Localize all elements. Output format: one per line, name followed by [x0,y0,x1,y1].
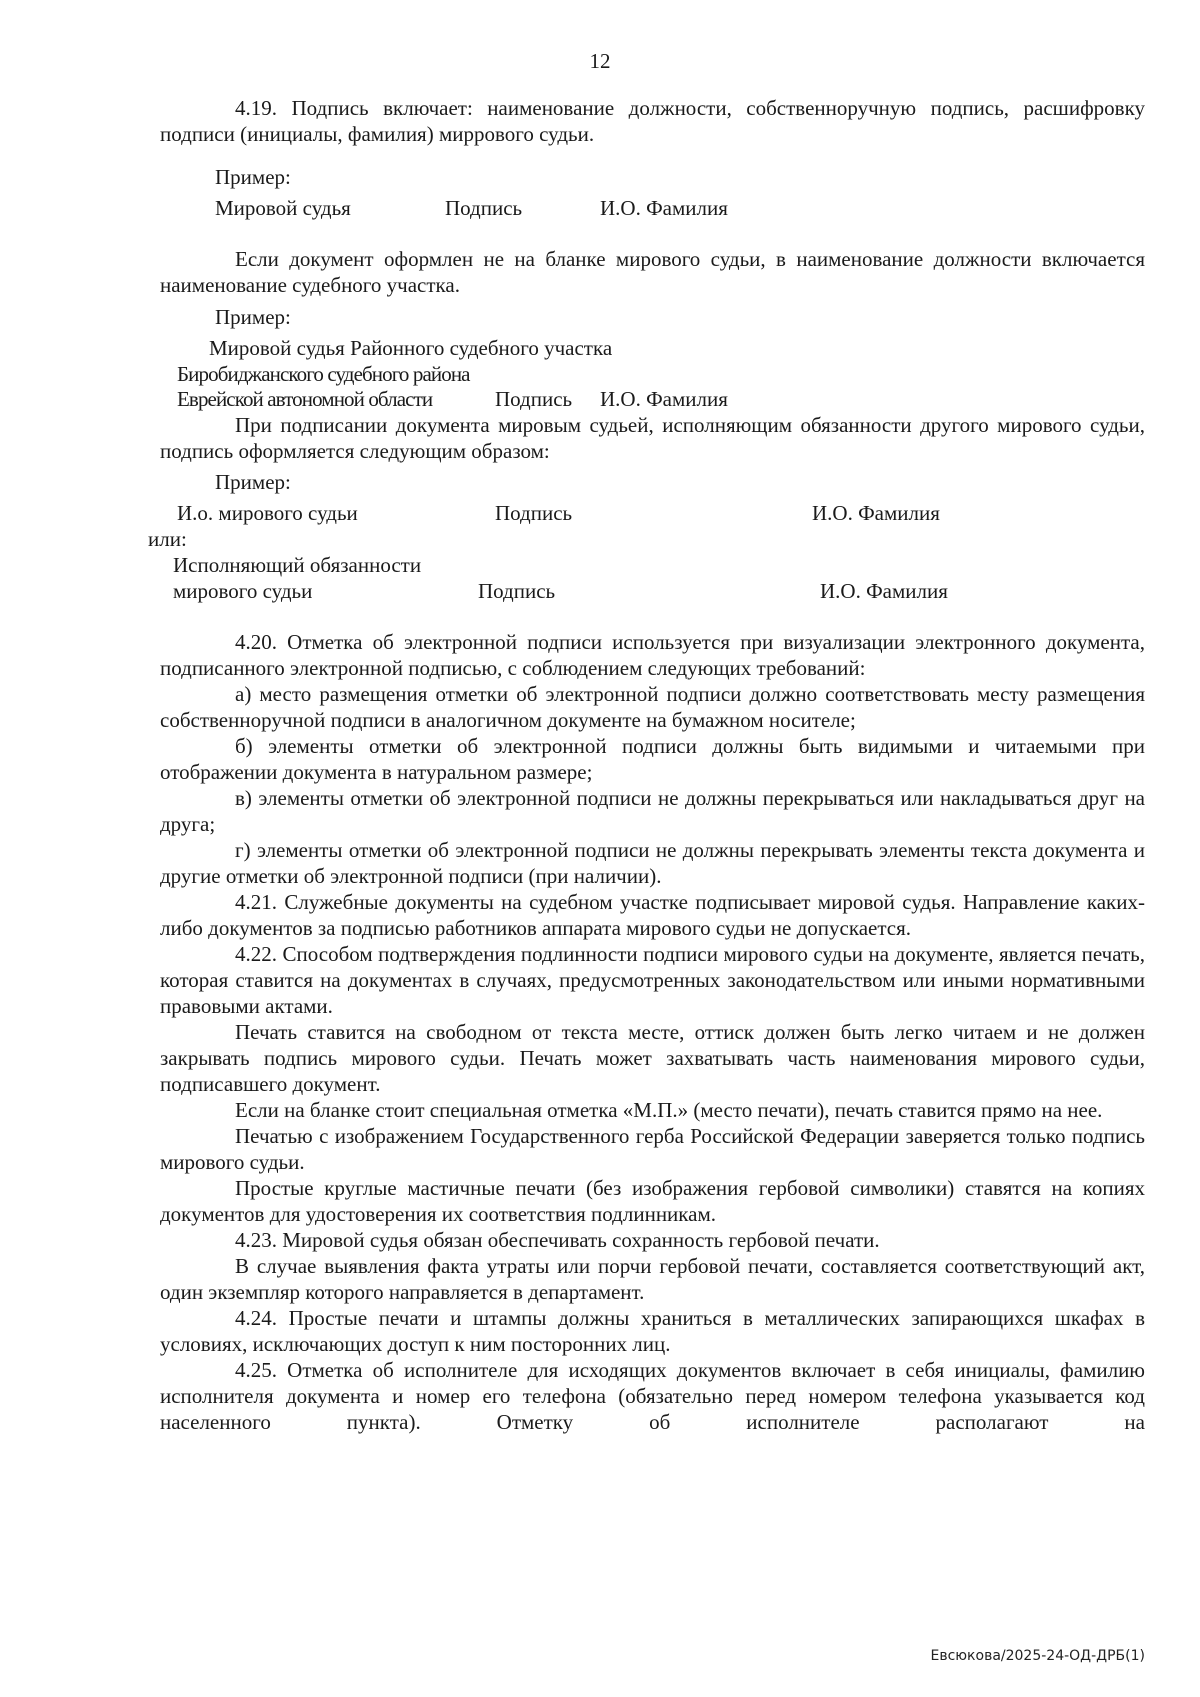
example-signature: Подпись [495,501,573,525]
paragraph-4-24: 4.24. Простые печати и штампы должны храниться в металлических запирающихся шкафах в условиях, исключающих доступ к ним посторонних лиц. [160,1306,1145,1356]
body-text [160,629,1145,1435]
example-name: И.О. Фамилия [600,196,728,220]
paragraph-4-25: 4.25. Отметка об исполнителе для исходящих документов включает в себя инициалы, фамилию исполнителя документа и номер его телефона (обязательно перед номером телефона указывается код населенного пункта). Отметку об исполнителе располагают на [160,1358,1145,1434]
page-number: 12 [589,49,611,73]
paragraph-not-on-blank: Если документ оформлен не на бланке мирового судьи, в наименование должности включается наименование судебного участка. [160,247,1145,297]
paragraph-acting-judge: При подписании документа мировым судьей, исполняющим обязанности другого мирового судьи, подпись оформляется следующим образом: [160,413,1145,463]
example-position-line1: Мировой судья Районного судебного участка [209,336,613,360]
paragraph-4-23-loss: В случае выявления факта утраты или порчи гербовой печати, составляется соответствующий акт, один экземпляр которого направляется в департамент. [160,1254,1145,1304]
example-name: И.О. Фамилия [600,387,728,411]
example-signature: Подпись [445,196,523,220]
paragraph-4-23: 4.23. Мировой судья обязан обеспечивать сохранность гербовой печати. [235,1228,880,1252]
paragraph-4-19: 4.19. Подпись включает: наименование должности, собственноручную подпись, расшифровку подписи (инициалы, фамилия) миррового судьи. [160,96,1145,146]
alt-position-line1: Исполняющий обязанности [173,553,422,577]
paragraph-4-22-round-stamps: Простые круглые мастичные печати (без изображения гербовой символики) ставятся на копиях документов для удостоверения их соответствия подлинникам. [160,1176,1145,1226]
paragraph-4-22-mp: Если на бланке стоит специальная отметка «М.П.» (место печати), печать ставится прямо на нее. [235,1098,1103,1122]
alt-name: И.О. Фамилия [820,579,948,603]
example-position: Мировой судья [215,196,351,220]
paragraph-4-20: 4.20. Отметка об электронной подписи используется при визуализации электронного документа, подписанного электронной подписью, с соблюдением следующих требований: [160,630,1145,680]
paragraph-4-22-coat-of-arms: Печатью с изображением Государственного герба Российской Федерации заверяется только подпись мирового судьи. [160,1124,1145,1174]
paragraph-4-20-d: г) элементы отметки об электронной подписи не должны перекрывать элементы текста документа и другие отметки об электронной подписи (при наличии). [160,838,1145,888]
example-position-line2: Биробиджанского судебного района [177,362,470,386]
alt-position-line2: мирового судьи [173,579,313,603]
example-position-line3: Еврейской автономной области [177,387,433,411]
paragraph-4-21: 4.21. Служебные документы на судебном участке подписывает мировой судья. Направление каких-либо документов за подписью работников аппарата мирового судьи не допускается. [160,890,1145,940]
paragraph-4-20-a: а) место размещения отметки об электронной подписи должно соответствовать месту размещения собственноручной подписи в аналогичном документе на бумажном носителе; [160,682,1145,732]
example-signature: Подпись [495,387,573,411]
example-name: И.О. Фамилия [812,501,940,525]
document-id-footer: Евсюкова/2025-24-ОД-ДРБ(1) [930,1648,1145,1664]
example-position: И.о. мирового судьи [177,501,358,525]
example-label: Пример: [215,165,291,189]
example-label: Пример: [215,470,291,494]
alt-signature: Подпись [478,579,556,603]
paragraph-4-22: 4.22. Способом подтверждения подлинности подписи мирового судьи на документе, является печать, которая ставится на документах в случаях, предусмотренных законодательством или иными нормативными правовыми актами. [160,942,1145,1018]
paragraph-4-20-b: б) элементы отметки об электронной подписи должны быть видимыми и читаемыми при отображении документа в натуральном размере; [160,734,1145,784]
example-label: Пример: [215,305,291,329]
paragraph-4-22-stamp-place: Печать ставится на свободном от текста месте, оттиск должен быть легко читаем и не должен закрывать подпись мирового судьи. Печать может захватывать часть наименования мирового судьи, подписавшего документ. [160,1020,1145,1096]
paragraph-4-20-c: в) элементы отметки об электронной подписи не должны перекрываться или накладываться друг на друга; [160,786,1145,836]
or-label: или: [148,527,187,551]
